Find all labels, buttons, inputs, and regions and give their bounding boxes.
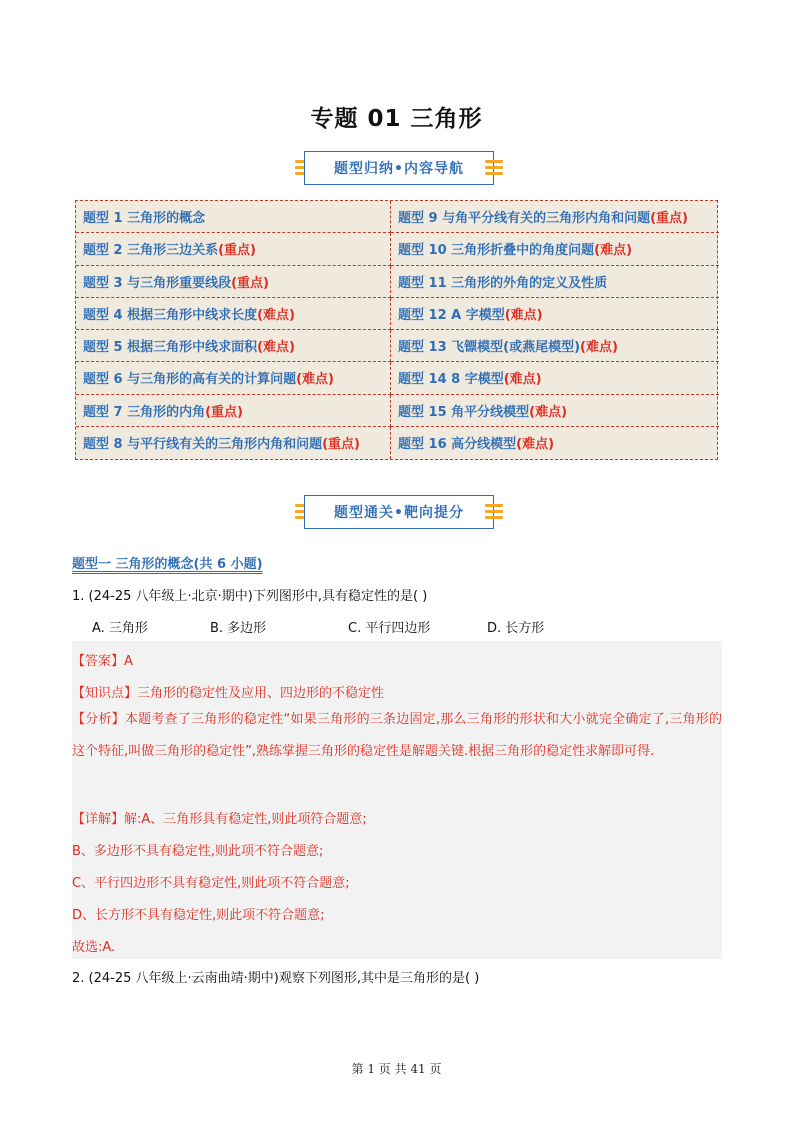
banner-right-decoration	[485, 160, 503, 176]
nav-cell-5[interactable]: 题型 5 根据三角形中线求面积 (难点)	[76, 330, 391, 362]
answer-line: 【答案】A	[72, 654, 133, 669]
detail-line-c: C、平行四边形不具有稳定性,则此项不符合题意;	[72, 876, 350, 891]
nav-banner	[295, 151, 503, 185]
banner-label: 题型归纳•内容导航	[304, 151, 494, 185]
nav-cell-10[interactable]: 题型 10 三角形折叠中的角度问题 (难点)	[391, 233, 719, 265]
nav-cell-11[interactable]: 题型 11 三角形的外角的定义及性质	[391, 266, 719, 298]
nav-cell-8[interactable]: 题型 8 与平行线有关的三角形内角和问题 (重点)	[76, 427, 391, 459]
section-heading[interactable]: 题型一 三角形的概念(共 6 小题)	[72, 557, 263, 572]
detail-line-b: B、多边形不具有稳定性,则此项不符合题意;	[72, 844, 324, 859]
nav-cell-13[interactable]: 题型 13 飞镖模型(或燕尾模型) (难点)	[391, 330, 719, 362]
knowledge-point-line: 【知识点】三角形的稳定性及应用、四边形的不稳定性	[72, 686, 385, 701]
option-c: C. 平行四边形	[348, 621, 431, 636]
nav-cell-15[interactable]: 题型 15 角平分线模型 (难点)	[391, 395, 719, 427]
nav-cell-9[interactable]: 题型 9 与角平分线有关的三角形内角和问题 (重点)	[391, 201, 719, 233]
practice-banner	[295, 495, 503, 529]
nav-cell-14[interactable]: 题型 14 8 字模型 (难点)	[391, 362, 719, 394]
question-1-stem: 1. (24-25 八年级上·北京·期中)下列图形中,具有稳定性的是( )	[72, 589, 428, 604]
detail-line-d: D、长方形不具有稳定性,则此项不符合题意;	[72, 908, 325, 923]
option-b: B. 多边形	[210, 621, 267, 636]
option-d: D. 长方形	[487, 621, 545, 636]
analysis-paragraph: 【分析】本题考查了三角形的稳定性“如果三角形的三条边固定,那么三角形的形状和大小就完全确定了,三角形的这个特征,叫做三角形的稳定性”,熟练掌握三角形的稳定性是解题关键.根据三角形的稳定性求解即可得.	[72, 712, 722, 759]
banner-right-decoration	[485, 504, 503, 520]
option-a: A. 三角形	[92, 621, 148, 636]
question-2-stem: 2. (24-25 八年级上·云南曲靖·期中)观察下列图形,其中是三角形的是( )	[72, 971, 480, 986]
document-title: 专题 01 三角形	[310, 106, 483, 132]
banner-label: 题型通关•靶向提分	[304, 495, 494, 529]
nav-cell-2[interactable]: 题型 2 三角形三边关系 (重点)	[76, 233, 391, 265]
nav-cell-7[interactable]: 题型 7 三角形的内角 (重点)	[76, 395, 391, 427]
page-footer: 第 1 页 共 41 页	[351, 1062, 442, 1076]
nav-cell-4[interactable]: 题型 4 根据三角形中线求长度 (难点)	[76, 298, 391, 330]
topic-navigation-table	[75, 200, 718, 460]
nav-cell-12[interactable]: 题型 12 A 字模型 (难点)	[391, 298, 719, 330]
nav-cell-3[interactable]: 题型 3 与三角形重要线段 (重点)	[76, 266, 391, 298]
nav-cell-1[interactable]: 题型 1 三角形的概念	[76, 201, 391, 233]
detail-line-a: 【详解】解:A、三角形具有稳定性,则此项符合题意;	[72, 812, 367, 827]
final-choice-line: 故选:A.	[72, 940, 116, 955]
nav-cell-16[interactable]: 题型 16 高分线模型 (难点)	[398, 437, 555, 453]
nav-cell-6[interactable]: 题型 6 与三角形的高有关的计算问题 (难点)	[76, 362, 391, 394]
